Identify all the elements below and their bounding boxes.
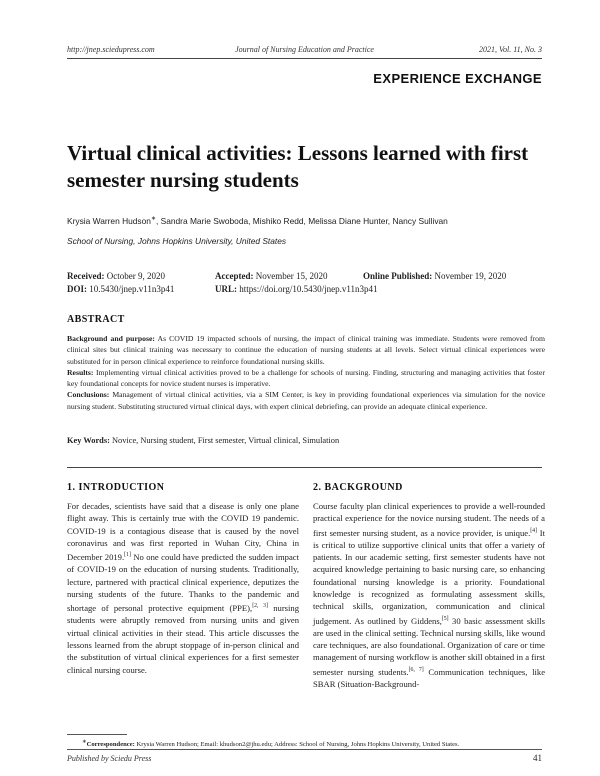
abstract-background: Background and purpose: As COVID 19 impacted schools of nursing, the impact of clinical training was immediate. Students were removed from clinical sites but clinical training was necessary to continue the education of nursing students at all levels. Select virtual clinical experiences were substituted for in person clinical experience to reinforce foundational nursing skills. (67, 334, 545, 366)
abstract-conclusions: Conclusions: Management of virtual clinical activities, via a SIM Center, is key in providing foundational experiences via simulation for the novice nursing student. Substituting structured virtual clinical days, with expert clinical debriefing, can provide an adequate clinical experience. (67, 390, 545, 411)
received-date: Received: October 9, 2020 (67, 271, 165, 281)
issue-info: 2021, Vol. 11, No. 3 (479, 45, 542, 54)
background-heading: 2. BACKGROUND (313, 482, 403, 493)
correspondence-mark: ∗ (150, 216, 156, 222)
abstract-heading: ABSTRACT (67, 314, 125, 325)
header-divider (67, 58, 542, 59)
author-list: Krysia Warren Hudson∗, Sandra Marie Swoboda, Mishiko Redd, Melissa Diane Hunter, Nancy Sullivan (67, 215, 448, 226)
citation[interactable]: [1] (124, 552, 131, 559)
correspondence-footnote: ∗Correspondence: Krysia Warren Hudson; Email: khudson2@jhu.edu; Address: School of Nursing, Johns Hopkins University, United States. (82, 739, 460, 749)
abstract-divider (67, 467, 542, 468)
abstract-results: Results: Implementing virtual clinical activities proved to be a challenge for schools of nursing. Finding, structuring and managing activities that foster key foundational concepts for novice student nurses is imperative. (67, 367, 546, 389)
article-title: Virtual clinical activities: Lessons learned with first semester nursing students (67, 141, 529, 192)
online-published-date: Online Published: November 19, 2020 (363, 271, 507, 281)
doi-url[interactable]: URL: https://doi.org/10.5430/jnep.v11n3p41 (215, 284, 378, 294)
introduction-text: For decades, scientists have said that a disease is only one plane flight away. This is certainly true with the COVID 19 pandemic. COVID-19 is a contagious disease that is caused by the novel coronavirus and was first reported in Wuhan City, China in December 2019.[1] No one could have predicted the sudden impact of COVID-19 on the education of nursing students. Traditionally, lecture, partnered with practical clinical experience, deputizes the nursing students of the future. Thanks to the pandemic and shortage of personal protective equipment (PPE),[2, 3] nursing students were abruptly removed from nursing units and given virtual clinical activities in their stead. This article discusses the lessons learned from the abrupt stoppage of in-person clinical and the substitution of virtual clinical experiences for a first semester clinical nursing course. (67, 501, 300, 675)
running-head (67, 45, 542, 57)
background-section (313, 482, 545, 690)
keywords: Key Words: Novice, Nursing student, First semester, Virtual clinical, Simulation (67, 436, 340, 445)
footnote-divider (67, 734, 127, 735)
background-text: Course faculty plan clinical experiences to provide a well-rounded practical experience for the novice nursing student. The needs of a first semester nursing student, as a novice provider, is unique.[4] It is critical to utilize supportive clinical units that offer a variety of patients. In our academic setting, first semester students have not acquired knowledge pertaining to basic nursing care, so enhancing foundational nursing knowledge is a priority. Foundational knowledge is recognized as formulating assessment skills, technical skills, organization, communication and clinical judgement. As outlined by Giddens,[5] 30 basic assessment skills are used in the clinical setting. Technical nursing skills, like wound care techniques, are also foundational. Organization of care or time management of nursing workflow is another skill obtained in a first semester nursing students.[6, 7] Communication techniques, like SBAR (Situation-Background- (313, 501, 546, 689)
journal-url[interactable]: http://jnep.sciedupress.com (67, 45, 155, 54)
co-authors: Sandra Marie Swoboda, Mishiko Redd, Melissa Diane Hunter, Nancy Sullivan (160, 215, 448, 226)
doi[interactable]: DOI: 10.5430/jnep.v11n3p41 (67, 284, 175, 294)
journal-name: Journal of Nursing Education and Practice (235, 45, 374, 54)
affiliation: School of Nursing, Johns Hopkins University, United States (67, 236, 287, 246)
article-section-type: EXPERIENCE EXCHANGE (373, 71, 542, 86)
citation[interactable]: [4] (530, 527, 538, 534)
accepted-date: Accepted: November 15, 2020 (215, 271, 328, 281)
introduction-heading: 1. INTRODUCTION (67, 482, 165, 493)
publisher: Published by Sciedu Press (67, 754, 152, 763)
abstract-body (67, 333, 545, 412)
citation[interactable]: [2, 3] (252, 603, 268, 610)
introduction-section (67, 482, 299, 676)
footer-divider (67, 749, 542, 750)
corresponding-author: Krysia Warren Hudson (67, 215, 151, 226)
citation[interactable]: [6, 7] (408, 666, 424, 673)
page-number: 41 (533, 753, 542, 763)
citation[interactable]: [5] (441, 615, 449, 622)
